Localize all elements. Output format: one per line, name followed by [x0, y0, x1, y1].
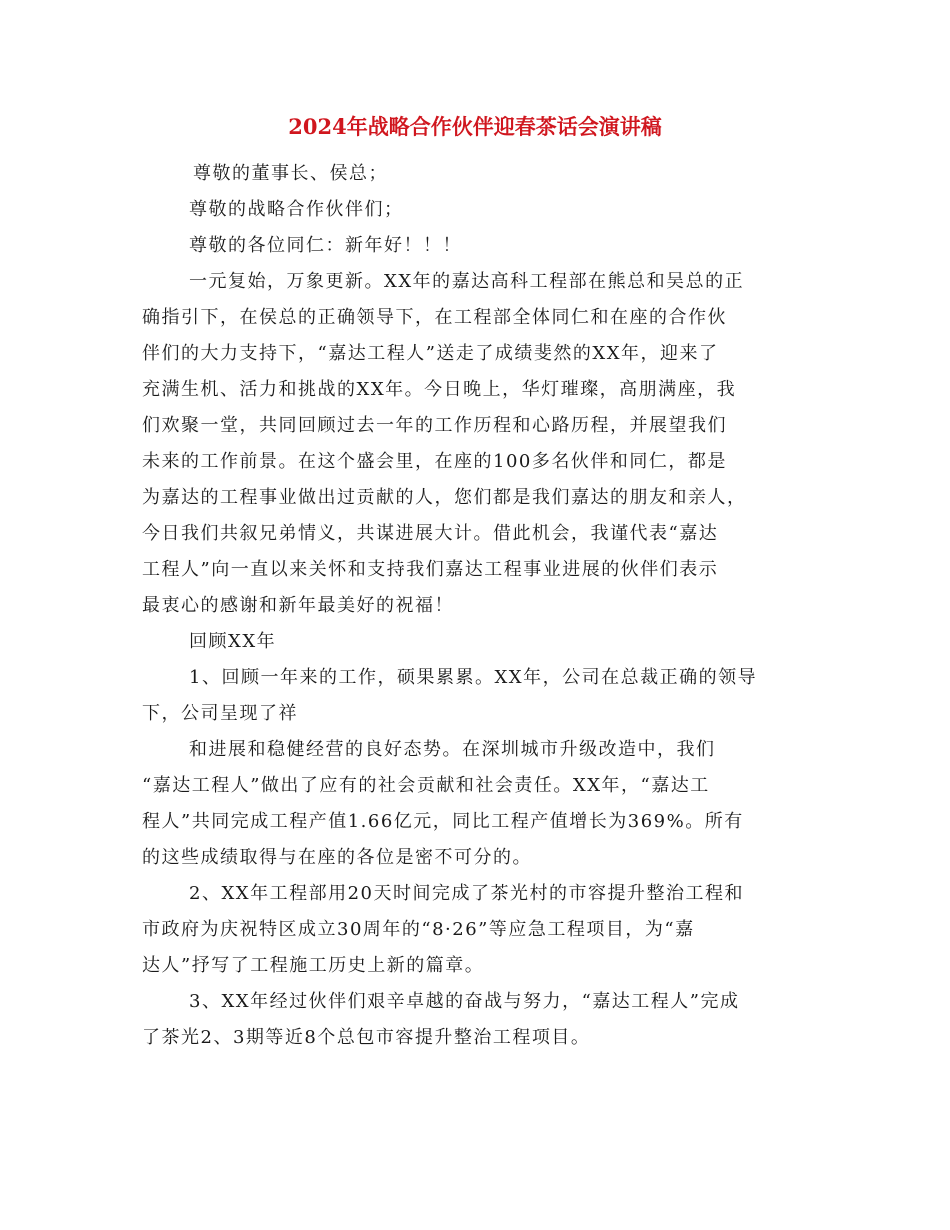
- paragraph-line: 工程人”向一直以来关怀和支持我们嘉达工程事业进展的伙伴们表示: [142, 559, 719, 580]
- document-title: 2024年战略合作伙伴迎春茶话会演讲稿: [288, 114, 662, 139]
- paragraph-line: 未来的工作前景。在这个盛会里，在座的100多名伙伴和同仁，都是: [142, 451, 727, 472]
- paragraph-line: 2、XX年工程部用20天时间完成了茶光村的市容提升整治工程和: [189, 883, 744, 904]
- paragraph-line: 今日我们共叙兄弟情义，共谋进展大计。借此机会，我谨代表“嘉达: [142, 523, 719, 544]
- paragraph-line: 们欢聚一堂，共同回顾过去一年的工作历程和心路历程，并展望我们: [142, 415, 727, 436]
- paragraph-line: 3、XX年经过伙伴们艰辛卓越的奋战与努力，“嘉达工程人”完成: [189, 991, 740, 1012]
- paragraph-line: “嘉达工程人”做出了应有的社会贡献和社会责任。XX年，“嘉达工: [142, 775, 710, 796]
- paragraph-line: 程人”共同完成工程产值1.66亿元，同比工程产值增长为369%。所有: [142, 811, 744, 832]
- paragraph-line: 尊敬的董事长、侯总；: [193, 163, 388, 184]
- section-heading: 回顾XX年: [189, 631, 277, 652]
- paragraph-line: 达人”抒写了工程施工历史上新的篇章。: [142, 955, 485, 976]
- paragraph-line: 充满生机、活力和挑战的XX年。今日晚上，华灯璀璨，高朋满座，我: [142, 379, 737, 400]
- document-body: [142, 159, 817, 1059]
- paragraph-line: 下，公司呈现了祥: [142, 703, 298, 724]
- paragraph-line: 确指引下，在侯总的正确领导下，在工程部全体同仁和在座的合作伙: [142, 307, 727, 328]
- paragraph-line: 和进展和稳健经营的良好态势。在深圳城市升级改造中，我们: [189, 739, 716, 760]
- paragraph-line: 尊敬的各位同仁：新年好！！！: [189, 235, 462, 256]
- paragraph-line: 尊敬的战略合作伙伴们；: [189, 199, 404, 220]
- paragraph-line: 为嘉达的工程事业做出过贡献的人，您们都是我们嘉达的朋友和亲人，: [142, 487, 747, 508]
- paragraph-line: 的这些成绩取得与在座的各位是密不可分的。: [142, 847, 532, 868]
- paragraph-line: 市政府为庆祝特区成立30周年的“8·26”等应急工程项目，为“嘉: [142, 919, 695, 940]
- paragraph-line: 一元复始，万象更新。XX年的嘉达高科工程部在熊总和吴总的正: [189, 271, 745, 292]
- paragraph-line: 1、回顾一年来的工作，硕果累累。XX年，公司在总裁正确的领导: [189, 667, 758, 688]
- paragraph-line: 伴们的大力支持下，“嘉达工程人”送走了成绩斐然的XX年，迎来了: [142, 343, 719, 364]
- paragraph-line: 了茶光2、3期等近8个总包市容提升整治工程项目。: [142, 1027, 591, 1048]
- paragraph-line: 最衷心的感谢和新年最美好的祝福！: [142, 595, 454, 616]
